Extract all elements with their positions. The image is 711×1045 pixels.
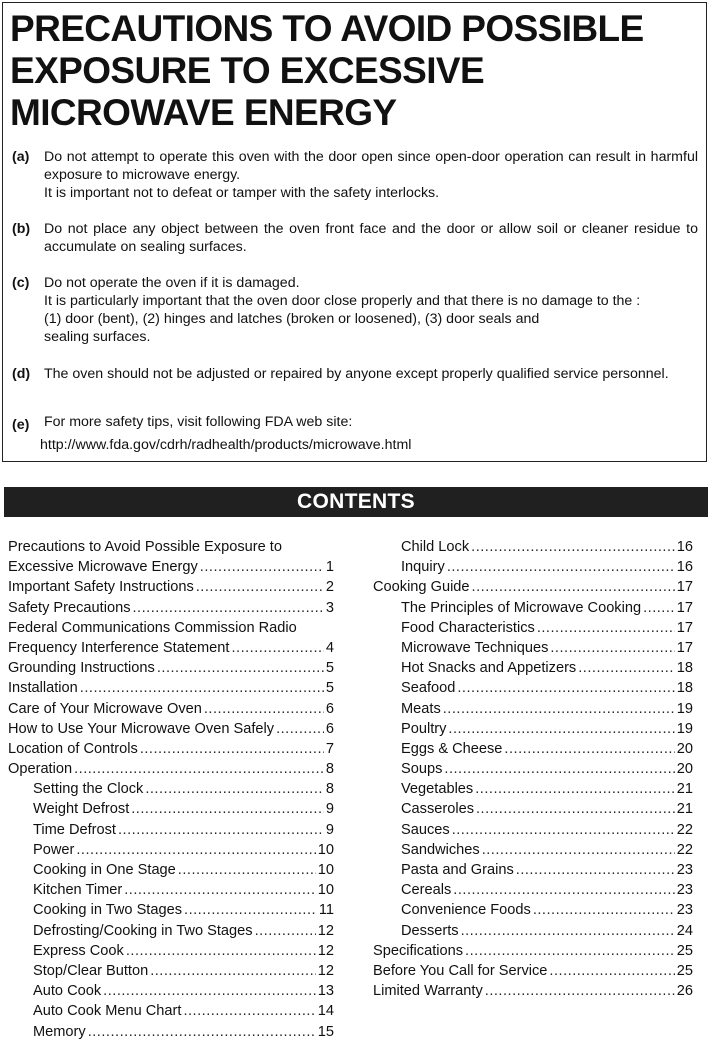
toc-entry[interactable] [8,598,334,618]
toc-entry-title: Operation [8,761,73,778]
toc-page-number: 1 [325,559,334,576]
toc-entry-title: Cooking in One Stage [33,862,176,878]
toc-entry-title: Convenience Foods [401,902,531,919]
toc-entry[interactable] [33,921,334,941]
toc-dot-leader [453,880,674,900]
toc-page-number: 21 [676,801,693,818]
toc-dot-leader [276,719,324,739]
toc-entry-title: Before You Call for Service [373,962,548,979]
toc-dot-leader [550,638,674,658]
toc-entry[interactable] [373,961,693,981]
toc-entry-title: Location of Controls [8,740,138,757]
toc-dot-leader [443,699,675,719]
toc-dot-leader [465,941,675,961]
toc-dot-leader [126,941,316,961]
toc-dot-leader [255,921,316,941]
toc-entry-title: Defrosting/Cooking in Two Stages [33,922,253,939]
toc-page-number: 23 [676,902,693,919]
toc-entry[interactable] [8,577,334,597]
toc-page-number: 7 [325,740,334,757]
toc-entry-title: Safety Precautions [8,599,131,616]
toc-page-number: 12 [317,962,334,979]
toc-entry[interactable] [33,860,334,880]
toc-page-number: 23 [676,862,693,878]
toc-entry-title: Grounding Instructions [8,660,155,677]
toc-dot-leader [643,598,675,618]
toc-entry-title: Power [33,841,75,858]
toc-entry-title: Stop/Clear Button [33,962,149,979]
toc-entry-title: Weight Defrost [33,801,130,818]
toc-entry[interactable] [401,557,693,577]
precaution-item-e [12,413,698,454]
toc-entry[interactable] [8,557,334,577]
toc-dot-leader [516,860,675,880]
toc-dot-leader [448,719,674,739]
toc-entry-title: Seafood [401,680,456,697]
toc-dot-leader [118,820,324,840]
toc-entry[interactable] [401,598,693,618]
toc-dot-leader [457,678,674,698]
toc-entry-title: Microwave Techniques [401,639,549,656]
toc-entry[interactable] [8,739,334,759]
precaution-text: Do not operate the oven if it is damaged. It is particularly important that the oven door close properly and that there is no damage to the : (1) door (bent), (2) hinges and latches (broken or loosened), (3) door seals and sealing surfaces. [44,275,641,345]
toc-entry-title: Installation [8,680,78,697]
toc-entry-title: Important Safety Instructions [8,579,194,596]
toc-dot-leader [475,779,675,799]
toc-dot-leader [200,557,324,577]
toc-entry[interactable] [33,840,334,860]
toc-entry[interactable] [401,840,693,860]
toc-page-number: 3 [325,599,334,616]
toc-entry[interactable] [401,719,693,739]
toc-page-number: 15 [317,1023,334,1040]
toc-entry-title: Cooking Guide [373,579,470,596]
toc-entry[interactable] [401,820,693,840]
toc-dot-leader [533,900,675,920]
toc-entry-title: Limited Warranty [373,983,483,1000]
precautions-title: PRECAUTIONS TO AVOID POSSIBLE EXPOSURE TO EXCESSIVE MICROWAVE ENERGY [10,8,644,133]
toc-entry[interactable] [8,618,334,638]
toc-dot-leader [74,759,324,779]
toc-page-number: 20 [676,740,693,757]
toc-page-number: 6 [325,700,334,717]
toc-entry-title: Cereals [401,882,452,899]
toc-entry[interactable] [8,638,334,658]
toc-entry[interactable] [401,880,693,900]
toc-page-number: 26 [676,983,693,1000]
toc-entry[interactable] [401,537,693,557]
toc-entry[interactable] [33,981,334,1001]
toc-page-number: 2 [325,579,334,596]
toc-entry-title: How to Use Your Microwave Oven Safely [8,720,275,737]
toc-entry-title: Eggs & Cheese [401,740,503,757]
toc-entry[interactable] [401,921,693,941]
toc-entry-title: Food Characteristics [401,619,535,636]
toc-entry[interactable] [8,537,334,557]
toc-dot-leader [184,900,317,920]
toc-dot-leader [133,598,324,618]
toc-dot-leader [476,799,675,819]
toc-dot-leader [145,779,324,799]
toc-dot-leader [472,577,675,597]
toc-entry[interactable] [33,779,334,799]
toc-dot-leader [447,557,675,577]
precaution-text: Do not attempt to operate this oven with the door open since open-door operation can result in harmful exposure to microwave energy. It is important not to defeat or tamper with the safety interlocks. [44,149,698,201]
toc-dot-leader [88,1022,316,1042]
precaution-item-c [12,274,698,346]
toc-page-number: 16 [676,559,693,576]
toc-page-number: 25 [676,962,693,979]
precaution-tag: (e) [12,417,30,433]
precaution-item-a [12,148,698,202]
toc-dot-leader [444,759,674,779]
toc-entry-title: Meats [401,700,441,717]
toc-page-number: 18 [676,680,693,697]
toc-right-column [373,537,693,1001]
toc-dot-leader [485,981,675,1001]
toc-entry[interactable] [33,900,334,920]
toc-entry-title: Precautions to Avoid Possible Exposure to [8,539,282,555]
precaution-tag: (d) [12,366,31,382]
toc-page-number: 17 [676,599,693,616]
toc-entry[interactable] [373,981,693,1001]
toc-entry-title: Casseroles [401,801,474,818]
toc-entry[interactable] [401,900,693,920]
toc-entry-title: Sandwiches [401,841,480,858]
toc-dot-leader [178,860,316,880]
toc-entry[interactable] [8,678,334,698]
toc-page-number: 19 [676,700,693,717]
toc-entry-title: Kitchen Timer [33,882,123,899]
toc-dot-leader [549,961,674,981]
toc-entry[interactable] [8,699,334,719]
toc-page-number: 10 [317,841,334,858]
toc-page-number: 22 [676,841,693,858]
toc-dot-leader [504,739,674,759]
toc-entry-title: Express Cook [33,942,124,959]
toc-dot-leader [578,658,675,678]
toc-page-number: 17 [676,619,693,636]
toc-page-number: 22 [676,821,693,838]
toc-entry-title: Desserts [401,922,459,939]
toc-entry[interactable] [401,618,693,638]
toc-page-number: 4 [325,639,334,656]
toc-dot-leader [131,799,324,819]
toc-entry[interactable] [8,719,334,739]
toc-entry[interactable] [33,941,334,961]
toc-entry[interactable] [401,739,693,759]
toc-page-number: 25 [676,942,693,959]
toc-entry-title: Auto Cook [33,983,102,1000]
precaution-text: Do not place any object between the oven front face and the door or allow soil or cleaner residue to accumulate on sealing surfaces. [44,221,698,255]
toc-entry-title: Setting the Clock [33,781,144,798]
toc-page-number: 5 [325,680,334,697]
toc-dot-leader [124,880,316,900]
toc-page-number: 5 [325,660,334,677]
toc-entry[interactable] [8,759,334,779]
fda-url-link[interactable]: http://www.fda.gov/cdrh/radhealth/products/microwave.html [40,437,412,453]
toc-entry[interactable] [8,658,334,678]
toc-dot-leader [76,840,315,860]
toc-entry-title: Excessive Microwave Energy [8,559,198,576]
toc-entry-title: Time Defrost [33,821,116,838]
toc-page-number: 18 [676,660,693,677]
toc-entry-title: Child Lock [401,539,470,555]
toc-entry-title: Vegetables [401,781,474,798]
toc-page-number: 12 [317,942,334,959]
toc-dot-leader [452,820,675,840]
toc-entry[interactable] [373,941,693,961]
toc-entry-title: Memory [33,1023,86,1040]
toc-entry[interactable] [401,658,693,678]
toc-entry[interactable] [401,759,693,779]
toc-dot-leader [231,638,323,658]
toc-dot-leader [150,961,316,981]
toc-entry[interactable] [373,577,693,597]
toc-entry-title: Sauces [401,821,450,838]
toc-entry-title: Soups [401,761,443,778]
toc-page-number: 16 [676,539,693,555]
toc-page-number: 12 [317,922,334,939]
toc-entry-title: Care of Your Microwave Oven [8,700,202,717]
toc-entry[interactable] [401,860,693,880]
toc-entry[interactable] [33,880,334,900]
contents-heading: CONTENTS [4,487,708,517]
toc-dot-leader [471,537,675,557]
toc-entry[interactable] [401,699,693,719]
toc-dot-leader [103,981,316,1001]
toc-entry-title: The Principles of Microwave Cooking [401,599,642,616]
precaution-text: For more safety tips, visit following FDA web site: [44,414,353,430]
toc-left-column [8,537,334,1042]
toc-entry-title: Specifications [373,942,464,959]
toc-dot-leader [461,921,675,941]
toc-entry[interactable] [33,820,334,840]
toc-page-number: 17 [676,579,693,596]
toc-entry-title: Hot Snacks and Appetizers [401,660,577,677]
precaution-tag: (c) [12,275,30,291]
toc-entry[interactable] [401,779,693,799]
toc-page-number: 21 [676,781,693,798]
toc-page-number: 9 [325,801,334,818]
toc-dot-leader [157,658,324,678]
toc-page-number: 10 [317,882,334,899]
toc-entry[interactable] [33,1001,334,1021]
toc-entry[interactable] [401,638,693,658]
toc-dot-leader [537,618,675,638]
toc-dot-leader [140,739,324,759]
toc-entry[interactable] [33,961,334,981]
toc-entry[interactable] [401,678,693,698]
toc-dot-leader [183,1001,315,1021]
toc-page-number: 20 [676,761,693,778]
toc-page-number: 9 [325,821,334,838]
toc-page-number: 24 [676,922,693,939]
toc-page-number: 13 [317,983,334,1000]
precaution-item-b [12,220,698,256]
precaution-item-d [12,365,698,383]
toc-dot-leader [196,577,324,597]
toc-dot-leader [482,840,675,860]
toc-page-number: 10 [317,862,334,878]
toc-entry[interactable] [33,1022,334,1042]
toc-entry[interactable] [401,799,693,819]
toc-entry-title: Pasta and Grains [401,862,514,878]
precaution-tag: (b) [12,221,31,237]
toc-entry-title: Cooking in Two Stages [33,902,183,919]
toc-entry-title: Frequency Interference Statement [8,639,230,656]
toc-entry-title: Federal Communications Commission Radio [8,619,297,636]
toc-entry-title: Poultry [401,720,447,737]
toc-page-number: 17 [676,639,693,656]
toc-page-number: 14 [317,1003,334,1020]
precaution-tag: (a) [12,149,30,165]
toc-page-number: 11 [318,902,334,919]
toc-entry-title: Auto Cook Menu Chart [33,1003,182,1020]
toc-page-number: 23 [676,882,693,899]
toc-entry[interactable] [33,799,334,819]
toc-page-number: 8 [325,781,334,798]
precaution-text: The oven should not be adjusted or repaired by anyone except properly qualified service personnel. [44,366,669,382]
toc-dot-leader [204,699,324,719]
toc-page-number: 8 [325,761,334,778]
toc-dot-leader [80,678,324,698]
toc-page-number: 6 [325,720,334,737]
toc-entry-title: Inquiry [401,559,445,576]
toc-page-number: 19 [676,720,693,737]
